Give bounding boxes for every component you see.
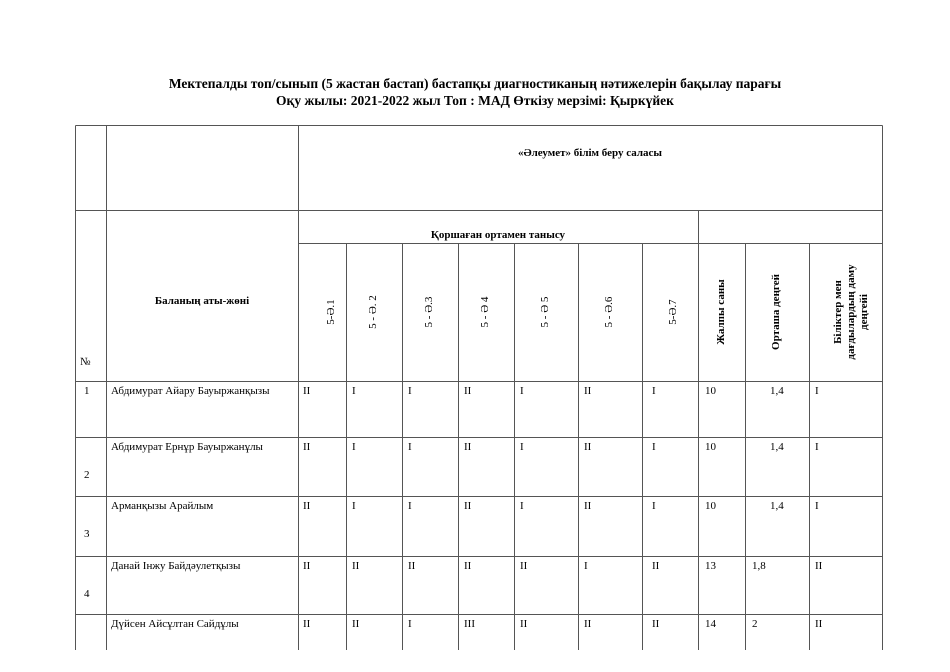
score-cell: I (520, 500, 524, 512)
skill-code-header-4: 5 - Ә 4 (479, 296, 491, 328)
skill-code-header-5: 5 - Ә 5 (539, 296, 551, 328)
score-cell: I (652, 385, 656, 397)
score-cell: II (408, 560, 416, 572)
sheet-title: Мектепалды топ/сынып (5 жастан бастап) бастапқы диагностиканың нәтижелерін бақылау парағы (168, 76, 782, 91)
score-cell: I (408, 441, 412, 453)
score-cell: I (520, 385, 524, 397)
domain-header: «Әлеумет» білім беру саласы (517, 147, 663, 159)
sheet-subtitle: Оқу жылы: 2021-2022 жыл Топ : МАД Өткізу мерзімі: Қыркүйек (276, 93, 674, 108)
level-cell: I (815, 500, 819, 512)
student-name: Арманқызы Арайлым (111, 500, 214, 512)
skill-code-header-3: 5 - Ә.3 (423, 296, 435, 328)
level-cell: I (815, 385, 819, 397)
score-cell: II (352, 618, 360, 630)
score-cell: II (303, 618, 311, 630)
score-cell: I (584, 560, 588, 572)
student-name: Дүйсен Айсұлтан Сайдұлы (111, 618, 239, 630)
total-header: Жалпы саны (715, 279, 727, 345)
level-cell: II (815, 618, 823, 630)
score-cell: I (408, 500, 412, 512)
total-cell: 10 (705, 385, 716, 397)
score-cell: II (584, 385, 592, 397)
score-cell: II (464, 441, 472, 453)
score-cell: I (352, 500, 356, 512)
level-cell: I (815, 441, 819, 453)
score-cell: II (464, 560, 472, 572)
average-cell: 1,4 (770, 441, 784, 453)
student-name: Абдимурат Ернұр Бауыржанұлы (111, 441, 263, 453)
score-cell: I (652, 500, 656, 512)
skill-code-header-7: 5-Ә.7 (667, 299, 679, 325)
number-header: № (80, 356, 91, 368)
skill-code-header-1: 5-Ә.1 (325, 299, 337, 325)
score-cell: I (352, 385, 356, 397)
skill-code-header-6: 5 - Ә.6 (603, 296, 615, 328)
average-cell: 1,4 (770, 500, 784, 512)
average-header: Орташа деңгей (770, 274, 782, 350)
score-cell: II (652, 618, 660, 630)
row-number: 3 (84, 528, 90, 540)
row-number: 2 (84, 469, 90, 481)
level-header: Біліктер мен дағдылардың даму деңгейі (832, 264, 870, 360)
score-cell: II (303, 560, 311, 572)
score-cell: II (303, 441, 311, 453)
skill-code-header-2: 5 - Ә. 2 (367, 295, 379, 329)
score-cell: II (464, 500, 472, 512)
total-cell: 13 (705, 560, 716, 572)
score-cell: I (352, 441, 356, 453)
student-name: Данай Інжу Байдәулетқызы (111, 560, 241, 572)
level-cell: II (815, 560, 823, 572)
row-number: 4 (84, 588, 90, 600)
score-cell: II (652, 560, 660, 572)
average-cell: 1,4 (770, 385, 784, 397)
score-cell: II (520, 560, 528, 572)
score-cell: II (584, 441, 592, 453)
average-cell: 1,8 (752, 560, 766, 572)
name-header: Баланың аты-жөні (154, 295, 250, 307)
score-cell: I (520, 441, 524, 453)
score-cell: I (652, 441, 656, 453)
total-cell: 14 (705, 618, 716, 630)
average-cell: 2 (752, 618, 758, 630)
total-cell: 10 (705, 441, 716, 453)
score-cell: II (584, 500, 592, 512)
score-cell: II (464, 385, 472, 397)
score-cell: I (408, 385, 412, 397)
score-cell: III (464, 618, 475, 630)
score-cell: II (303, 500, 311, 512)
score-cell: II (584, 618, 592, 630)
score-cell: II (520, 618, 528, 630)
total-cell: 10 (705, 500, 716, 512)
subdomain-header: Қоршаған ортамен танысу (430, 229, 566, 241)
score-cell: II (352, 560, 360, 572)
row-number: 1 (84, 385, 90, 397)
student-name: Абдимурат Айару Бауыржанқызы (111, 385, 270, 397)
score-cell: II (303, 385, 311, 397)
score-cell: I (408, 618, 412, 630)
